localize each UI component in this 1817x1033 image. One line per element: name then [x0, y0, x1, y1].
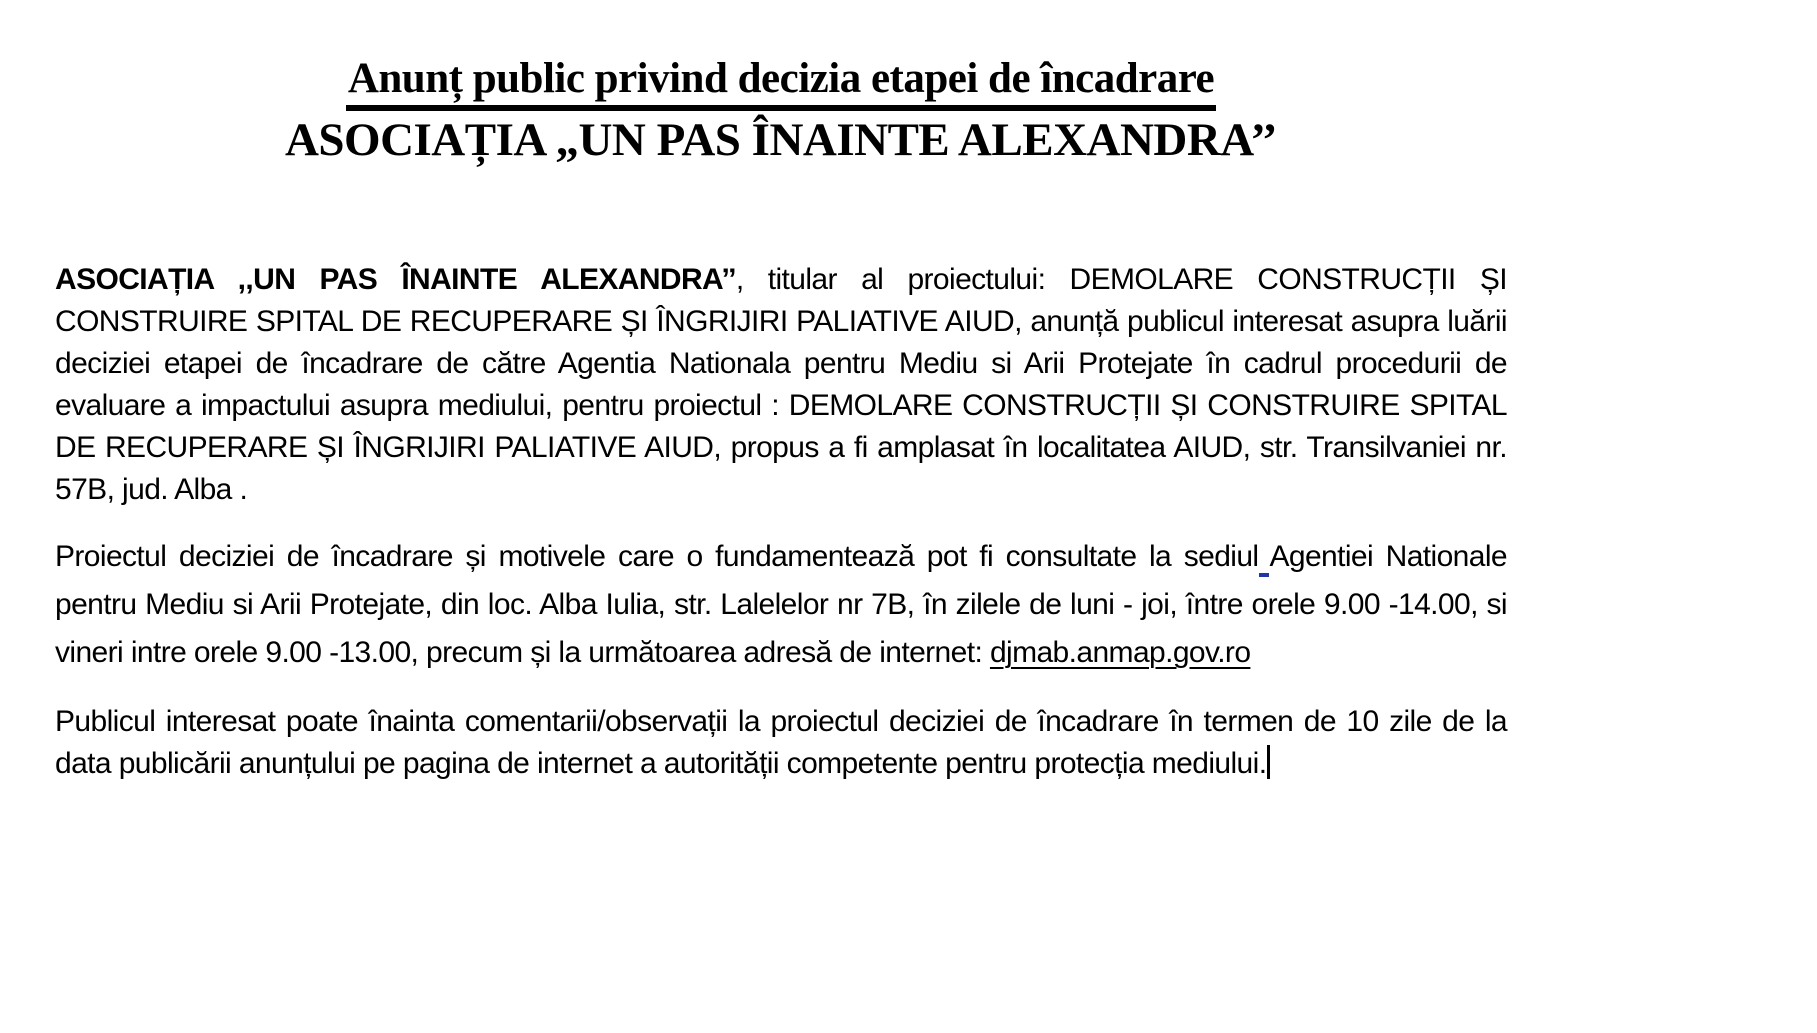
title-line-2: ASOCIAȚIA „UN PAS ÎNAINTE ALEXANDRA’’	[284, 114, 1278, 167]
paragraph-3-text: Publicul interesat poate înainta comentarii/observații la proiectul deciziei de încadrare în termen de 10 zile de la data publicării anunțului pe pagina de internet a autorității competente pentru protecția mediului.	[55, 705, 1507, 781]
paragraph-public-comments	[55, 701, 1507, 785]
document-title	[55, 0, 1507, 167]
text-cursor	[1267, 745, 1270, 779]
paragraph-project-announcement	[55, 259, 1507, 511]
revision-underline-mark	[1259, 540, 1270, 577]
project-owner-name: ASOCIAȚIA ,,UN PAS ÎNAINTE ALEXANDRA’’	[55, 263, 736, 297]
paragraph-2-text-before-mark: Proiectul deciziei de încadrare și motivele care o fundamentează pot fi consultate la sediul	[55, 540, 1259, 574]
paragraph-2-text-after-mark: Agentiei Nationale pentru Mediu si Arii Protejate, din loc. Alba Iulia, str. Lalelelor nr 7B, în zilele de luni - joi, între orele 9.00 -14.00, si vineri intre orele 9.00 -13.00, precum și la următoarea adresă de internet:	[55, 540, 1508, 670]
title-line-1: Anunț public privind decizia etapei de încadrare	[346, 56, 1216, 111]
paragraph-consultation-info	[55, 533, 1507, 677]
document-content	[55, 0, 1507, 785]
website-link[interactable]: djmab.anmap.gov.ro	[989, 636, 1251, 670]
paragraph-1-text: , titular al proiectului: DEMOLARE CONSTRUCȚII ȘI CONSTRUIRE SPITAL DE RECUPERARE ȘI ÎNGRIJIRI PALIATIVE AIUD, anunță publicul interesat asupra luării deciziei etapei de încadrare de către Agentia Nationala pentru Mediu si Arii Protejate în cadrul procedurii de evaluare a impactului asupra mediului, pentru proiectul : DEMOLARE CONSTRUCȚII ȘI CONSTRUIRE SPITAL DE RECUPERARE ȘI ÎNGRIJIRI PALIATIVE AIUD, propus a fi amplasat în localitatea AIUD, str. Transilvaniei nr. 57B, jud. Alba .	[55, 263, 1507, 507]
